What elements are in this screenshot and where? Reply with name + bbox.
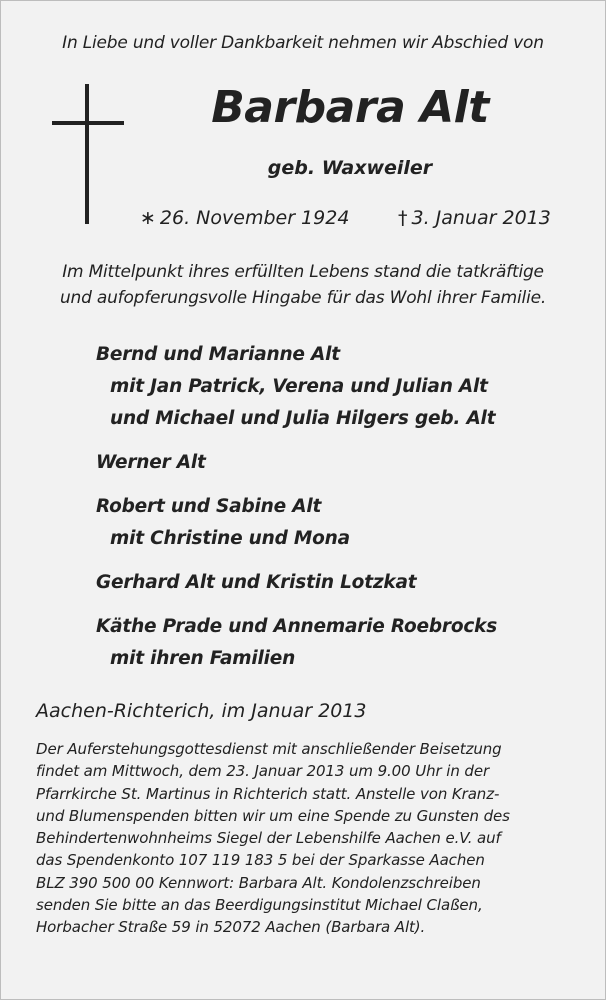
deceased-name: Barbara Alt <box>211 82 489 133</box>
birth-date-line <box>140 207 349 229</box>
mourners-list <box>96 340 586 688</box>
death-date-line <box>398 207 551 229</box>
mourner-line: Käthe Prade und Annemarie Roebrocks <box>96 616 498 637</box>
mourner-group <box>96 612 586 676</box>
mourner-line: mit ihren Familien <box>110 648 296 669</box>
mourner-line: Gerhard Alt und Kristin Lotzkat <box>96 572 417 593</box>
mourner-line: Robert und Sabine Alt <box>96 496 322 517</box>
death-cross-icon: † <box>398 207 408 229</box>
mourner-line: mit Jan Patrick, Verena und Julian Alt <box>110 376 488 397</box>
mourner-group <box>96 448 586 480</box>
maiden-name: geb. Waxweiler <box>267 157 433 179</box>
notice-line: senden Sie bitte an das Beerdigungsinstitut Michael Claßen, <box>36 896 483 915</box>
notice-line: und Blumenspenden bitten wir um eine Spende zu Gunsten des <box>36 806 510 825</box>
tribute-line: Im Mittelpunkt ihres erfüllten Lebens stand die tatkräftige <box>62 262 544 282</box>
notice-line: Der Auferstehungsgottesdienst mit anschließender Beisetzung <box>36 740 502 758</box>
cross-icon <box>52 84 124 224</box>
birth-date: 26. November 1924 <box>159 207 350 229</box>
mourner-group <box>96 492 586 556</box>
notice-line: BLZ 390 500 00 Kennwort: Barbara Alt. Kondolenzschreiben <box>36 873 481 892</box>
tribute-line: und aufopferungsvolle Hingabe für das Wohl ihrer Familie. <box>59 288 547 308</box>
intro-text: In Liebe und voller Dankbarkeit nehmen wir Abschied von <box>62 33 544 53</box>
notice-line: findet am Mittwoch, dem 23. Januar 2013 um 9.00 Uhr in der <box>36 762 490 781</box>
notice-line: Pfarrkirche St. Martinus in Richterich statt. Anstelle von Kranz- <box>36 784 500 803</box>
mourner-line: Werner Alt <box>96 452 206 473</box>
mourner-line: mit Christine und Mona <box>110 528 350 549</box>
notice-line: Horbacher Straße 59 in 52072 Aachen (Barbara Alt). <box>36 918 426 937</box>
tribute-text <box>0 259 606 311</box>
mourner-group <box>96 568 586 600</box>
mourner-line: Bernd und Marianne Alt <box>96 344 340 365</box>
place-and-date: Aachen-Richterich, im Januar 2013 <box>36 700 367 722</box>
death-date: 3. Januar 2013 <box>411 207 551 229</box>
mourner-group <box>96 340 586 436</box>
birth-star-icon: ∗ <box>140 207 156 229</box>
notice-line: das Spendenkonto 107 119 183 5 bei der Sparkasse Aachen <box>36 851 485 870</box>
funeral-notice <box>36 738 576 939</box>
notice-line: Behindertenwohnheims Siegel der Lebenshilfe Aachen e.V. auf <box>36 829 501 848</box>
mourner-line: und Michael und Julia Hilgers geb. Alt <box>110 408 496 429</box>
